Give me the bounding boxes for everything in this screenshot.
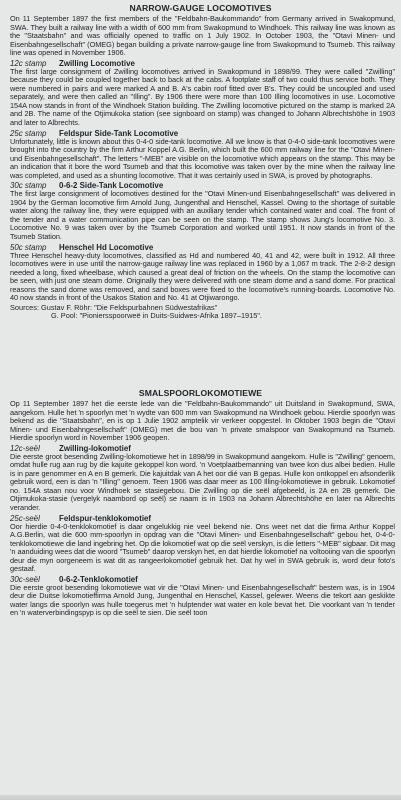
english-intro: On 11 September 1897 the first members of the "Feldbahn-Baukommando" from Germany arrived in Swakopmund, SWA. They built a railway line with a width of 600 mm from Swakopmund to Windhoek. This railway line was known as the "Staatsbahn" and was officially opened to traffic on 1 July 1902. In October 1903, the "Otavi Minen- und Eisenbahngesellschaft" (OMEG) began building a private narrow-gauge line from Swakopmund to Tsumeb. This railway line was opened in November 1906.	[10, 14, 395, 58]
stamp-value: 30c stamp	[10, 181, 47, 191]
source-entry: Gustav F. Röhr: "Die Feldspurbahnen Südwestafrikas"	[41, 302, 218, 312]
stamp-value: 25c stamp	[10, 128, 47, 138]
stamp-value: 12c stamp	[10, 58, 47, 68]
english-article	[0, 3, 401, 325]
locomotive-name: Henschel Hd Locomotive	[59, 242, 154, 252]
afrikaans-intro: Op 11 September 1897 het die eerste lede van die "Feldbahn-Baukommando" uit Duitsland in Swakopmund, SWA, aangekom. Hulle het 'n spoorlyn met 'n wydte van 600 mm van Swakopmund na Windhoek gebou. Hierdie spoorlyn was bekend as die "Staatsbahn", en is op 1 Julie 1902 amptelik vir verkeer oopgestel. In Oktober 1903 begin die "Otavi Minen- und Eisenbahngesellschaft" (OMEG) met die bou van 'n private smalspoor van Swakopmund na Tsumeb. Hierdie spoorlyn word in November 1906 geopen.	[10, 399, 395, 443]
side-tank-text-af: Die eerste groot besending lokomotiewe wat vir die "Otavi Minen- und Eisenbahngesellschaft" bestem was, is in 1904 deur die Duitse lokomotieffirma Arnold Jung, Jungenthal en Henschel, Kassel, gelewer. Weens die tekort aan geskikte water langs die spoorlyn was hulle toegerus met 'n hulptender wat water en kole bevat het. Die voorkant van 'n tender en 'n waterverbindingspyp is op die seël te sien. Die seël toon	[10, 582, 395, 618]
source-entry: G. Pool: "Pioniersspoorweë in Duits-Suidwes-Afrika 1897–1915".	[51, 311, 262, 321]
locomotive-name: 0-6-2-Tenklokomotief	[59, 574, 138, 584]
afrikaans-title: SMALSPOORLOKOMOTIEWE	[138, 388, 263, 398]
stamp-value: 50c stamp	[10, 242, 47, 252]
locomotive-name: Feldspur Side-Tank Locomotive	[59, 128, 179, 138]
page-bottom-edge	[0, 795, 401, 800]
locomotive-name: Zwilling Locomotive	[59, 58, 135, 68]
zwilling-text-af: Die eerste groot besending Zwilling-lokomotiewe het in 1898/99 in Swakopmund aangekom. Hulle is "Zwilling" genoem, omdat hulle rug aan rug by die kajuite gekoppel kon word. 'n Voetplaatbemanning van twee kon dus albei bedien. Hulle is in pare genommer en A en B gemerk. Die kajuitdak van A het oor dié van B gepas. Hulle kon ontkoppel en afsonderlik gebruik word, een is dan 'n "Illing" genoem. Teen 1906 was daar meer as 100 Illing-lokomotiewe in gebruik. Lokomotief no. 154A staan nou voor Windhoek se stasiegebou. Die Zwilling op die seël afgebeeld, is 2A en 2B gemerk. Die Otjimukoka-stasie (vergelyk naambord op seël) se naam is in 1903 na Johann Albrechtshöhe en later na Albrechts verander.	[10, 451, 395, 513]
afrikaans-article	[0, 388, 401, 618]
zwilling-text: The first large consignment of Zwilling locomotives arrived in Swakopmund in 1898/99. They were called "Zwilling" because they could be coupled together back to back at the cabs. A footplate staff of two could thus service both. They were numbered in pairs and were marked A and B. A's cabin roof fitted over B's. They could be uncoupled and used separately, and were then called an "Illing". By 1906 there were more than 100 Illing locomotives in use. Locomotive 154A now stands in front of the Windhoek Station building. The Zwilling locomotive pictured on the stamp is marked 2A and 2B. The name of the Otjimukoka station (see signboard on stamp) was changed to Johann Albrechtshöhe in 1903 and later to Albrechts.	[10, 66, 395, 128]
locomotive-name: Feldspur-tenklokomotief	[59, 513, 152, 523]
stamp-value: 30c-seël	[10, 574, 40, 584]
stamp-value: 12c-seël	[10, 443, 40, 453]
locomotive-name: 0-6-2 Side-Tank Locomotive	[59, 181, 164, 191]
sources-label: Sources:	[10, 302, 39, 312]
feldspur-text-af: Oor hierdie 0-4-0-tenklokomotief is daar ongelukkig nie veel bekend nie. Ons weet net dat die firma Arthur Koppel A.G.Berlin, wat die 600 mm-spoorlyn in opdrag van die "Otavi Minen- und Eisenbahngesellschaft" gebou het, 0-4-0-tenklokomotiewe die land ingebring het. Op die lokomotief wat op die seël verskyn, is die letters "-MEB" sigbaar. Dit mag 'n aanduiding wees dat die woord "Tsumeb" daarop verskyn het, en dat hierdie lokomotief na voltooiing van die spoorlyn deur die myn oorgeneem is wat dit as rangeerlokomotief gebruik het. Dat hy wel in SWA gebruik is, word deur foto's gestaaf.	[10, 521, 395, 574]
feldspur-text: Unfortunately, little is known about this 0-4-0 side-tank locomotive. All we know is that 0-4-0 side-tank locomotives were brought into the country by the firm Arthur Koppel A.G. Berlin, which built the 600 mm railway line for the "Otavi Minen- und Eisenbahngesellschaft". The letters "-MEB" are visible on the locomotive which appears on the stamp. This may be an indication that it bore the word Tsumeb and that this locomotive was taken over by the mine when the railway line was completed, and used as a shunting locomotive. That it was certainly used in SWA, is proved by photographs.	[10, 136, 395, 180]
english-title: NARROW-GAUGE LOCOMOTIVES	[129, 3, 272, 13]
stamp-value: 25c-seël	[10, 513, 40, 523]
locomotive-name: Zwilling-lokomotief	[59, 443, 131, 453]
side-tank-text: The first large consignment of locomotives destined for the "Otavi Minen-und Eisenbahngesellschaft" was delivered in 1904 by the German locomotive firm Arnold Jung, Jungenthal and Henschel, Kassel. Owing to the shortage of suitable water along the railway line, they were equipped with an auxiliary tender which contained water and coal. The front of the tender and a water communication pipe can be seen on the stamp. The stamp shows Jung's locomotive No. 3. Locomotive No. 9 was taken over by the Tsumeb Corporation and worked until 1951. It now stands in front of the Tsumeb Station.	[10, 189, 395, 242]
henschel-text: Three Henschel heavy-duty locomotives, classified as Hd and numbered 40, 41 and 42, were built in 1912. All three locomotives were in use until the narrow-gauge railway line was replaced in 1960 by a 1,067 m track. The 2-8-2 design needed a long, fixed wheelbase, which caused a great deal of friction on the wheels. On the stamp the locomotive can be seen, with just one steam dome. Originally they were delivered with one steam dome and a sand dome. For practical reasons the sand dome was removed, and sand boxes were fixed to the locomotive's running-boards. Locomotive No. 40 now stands in front of the Usakos Station and No. 41 at Otjiwarongo.	[10, 250, 395, 303]
sources	[10, 304, 395, 321]
